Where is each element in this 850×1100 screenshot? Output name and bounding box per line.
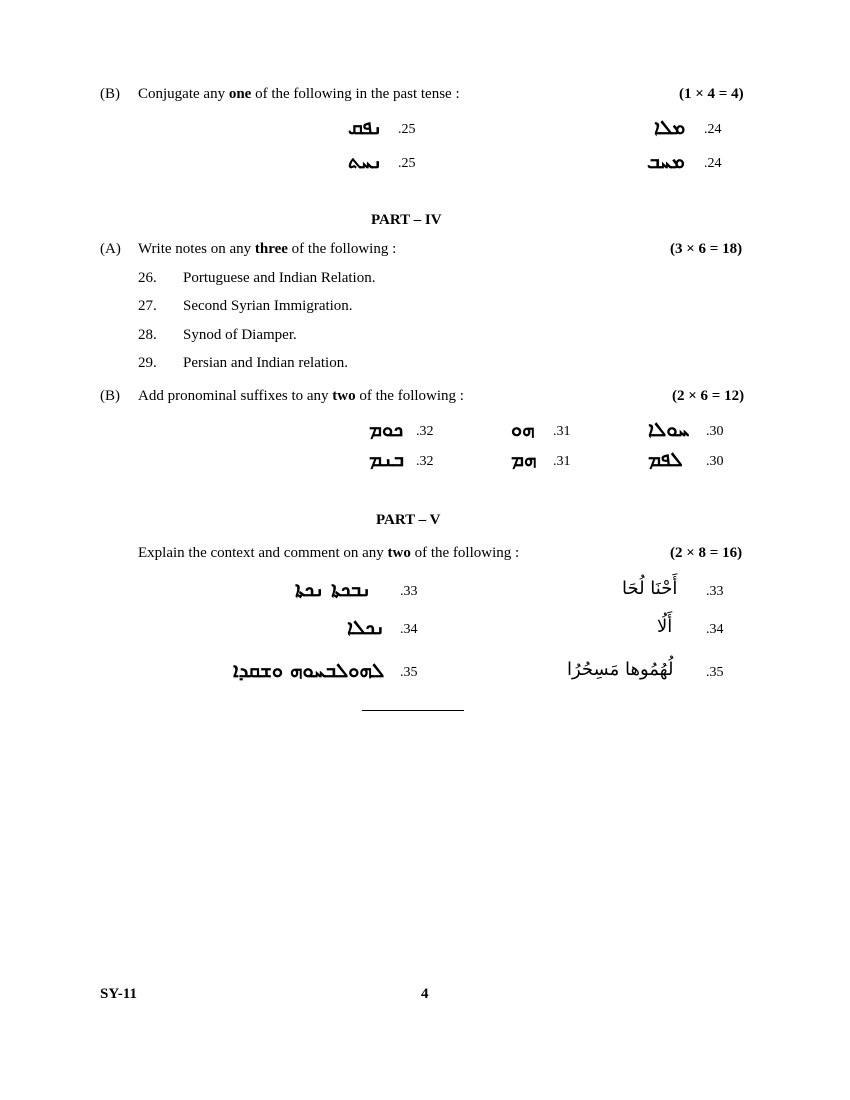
item-number: .35 <box>400 665 418 680</box>
syriac-word: ܟܘܡ <box>369 417 404 441</box>
item-number: .24 <box>704 156 722 171</box>
marks-conjugate: (1 × 4 = 4) <box>679 86 744 102</box>
item-number: .35 <box>706 665 724 680</box>
item-number: .31 <box>553 454 571 469</box>
question-text-suffixes: Add pronominal suffixes to any two of the following : <box>138 388 464 404</box>
part-v-title: PART – V <box>376 512 441 528</box>
item-number: .24 <box>704 122 722 137</box>
marks-notes: (3 × 6 = 18) <box>670 241 743 257</box>
question-letter-b: (B) <box>100 86 120 102</box>
end-rule <box>362 710 464 711</box>
item-number: 28. <box>138 327 157 343</box>
syriac-word: ܢܚܬ <box>348 149 383 173</box>
item-number: 29. <box>138 355 157 371</box>
syriac-word: ܗܡ <box>511 447 537 471</box>
quotation-text: أَلُا <box>657 616 673 637</box>
question-text-conjugate: Conjugate any one of the following in the past tense : <box>138 86 460 102</box>
item-number: .25 <box>398 156 416 171</box>
quotation-text: أَحْنَا لُحَا <box>622 578 678 599</box>
syriac-word: ܡܠܐ <box>654 115 686 139</box>
note-topic: Portuguese and Indian Relation. <box>183 270 376 286</box>
note-topic: Second Syrian Immigration. <box>183 298 353 314</box>
quotation-text: لُهُمُوها مَسِحُرُا <box>567 659 674 680</box>
item-number: .31 <box>553 424 571 439</box>
item-number: 27. <box>138 298 157 314</box>
item-number: .33 <box>400 584 418 599</box>
part-iv-title: PART – IV <box>371 212 442 228</box>
syriac-word: ܡܚܒ <box>647 149 685 173</box>
syriac-phrase: ܢܒܟܬܐ ܢܟܬܐ <box>295 577 372 601</box>
syriac-word: ܢܦܩ <box>348 115 383 139</box>
syriac-word: ܒܢܡ <box>369 447 405 471</box>
syriac-phrase: ܠܗܘܠܒܚܘܗ ܘܫܩܕܐ <box>233 658 385 682</box>
item-number: .25 <box>398 122 416 137</box>
item-number: 26. <box>138 270 157 286</box>
paper-code: SY-11 <box>100 986 137 1002</box>
syriac-word: ܗܘ <box>511 417 535 441</box>
question-text-notes: Write notes on any three of the following : <box>138 241 397 257</box>
item-number: .33 <box>706 584 724 599</box>
item-number: .34 <box>706 622 724 637</box>
note-topic: Synod of Diamper. <box>183 327 297 343</box>
syriac-word: ܚܘܠܐ <box>648 417 690 441</box>
item-number: .34 <box>400 622 418 637</box>
item-number: .30 <box>706 454 724 469</box>
syriac-phrase: ܢܟܠܐ <box>347 615 385 639</box>
question-letter-b: (B) <box>100 388 120 404</box>
question-text-context: Explain the context and comment on any two of the following : <box>138 545 520 561</box>
marks-context: (2 × 8 = 16) <box>670 545 743 561</box>
marks-suffixes: (2 × 6 = 12) <box>672 388 745 404</box>
page-number: 4 <box>421 986 429 1002</box>
syriac-word: ܠܦܡ <box>648 447 683 471</box>
note-topic: Persian and Indian relation. <box>183 355 348 371</box>
item-number: .30 <box>706 424 724 439</box>
item-number: .32 <box>416 454 434 469</box>
item-number: .32 <box>416 424 434 439</box>
question-letter-a: (A) <box>100 241 121 257</box>
